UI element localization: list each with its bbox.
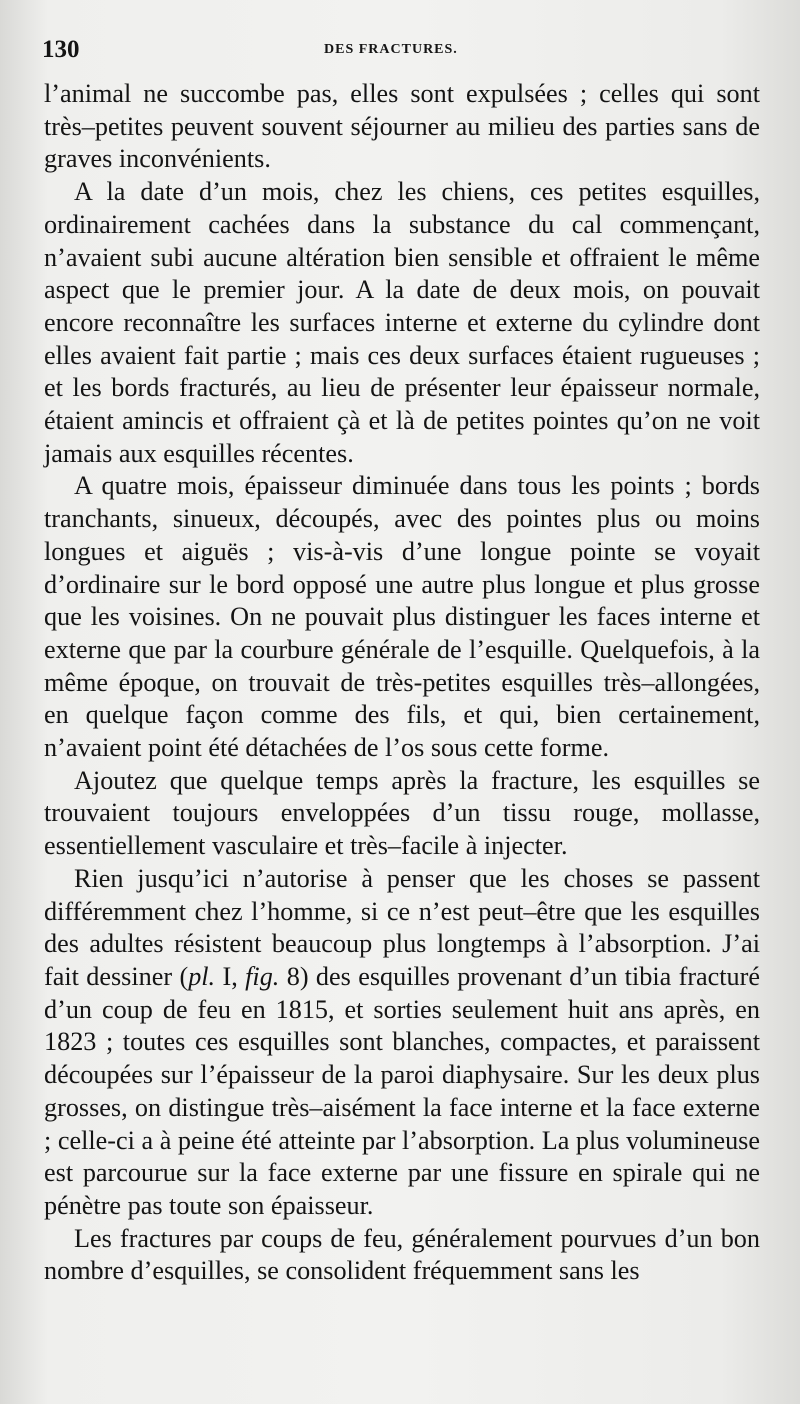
paragraph-text: 8) des esquilles provenant d’un tibia fracturé d’un coup de feu en 1815, et sorties seulement huit ans après, en 1823 ; toutes ces esquilles sont blanches, compactes, et paraissent découpées sur l’épaisseur de la paroi diaphysaire. Sur les deux plus grosses, on distingue très–aisément la face interne et la face externe ; celle-ci a à peine été atteinte par l’absorption. La plus volumineuse est parcourue sur la face externe par une fissure en spirale qui ne pénètre pas toute son épaisseur. [44, 961, 760, 1220]
page-number: 130 [42, 36, 80, 63]
paragraph: Les fractures par coups de feu, généralement pourvues d’un bon nombre d’esquilles, se consolident fréquemment sans les [44, 1223, 760, 1286]
paragraph-with-plate-reference [44, 863, 760, 1223]
body-text [44, 78, 760, 1288]
paragraph-text: Rien jusqu’ici n’autorise à penser que les choses se passent différemment chez l’homme, si ce n’est peut–être que les esquilles des adultes résistent beaucoup plus longtemps à l’absorption. J’ai fait dessiner ( [44, 863, 760, 991]
paragraph: Ajoutez que quelque temps après la fracture, les esquilles se trouvaient toujours enveloppées d’un tissu rouge, mollasse, essentiellement vasculaire et très–facile à injecter. [44, 765, 760, 861]
running-title: DES FRACTURES. [324, 42, 458, 57]
plate-abbreviation: pl. [188, 961, 216, 991]
paragraph: A la date d’un mois, chez les chiens, ces petites esquilles, ordinairement cachées dans la substance du cal commençant, n’avaient subi aucune altération bien sensible et offraient le même aspect que le premier jour. A la date de deux mois, on pouvait encore reconnaître les surfaces interne et externe du cylindre dont elles avaient fait partie ; mais ces deux surfaces étaient rugueuses ; et les bords fracturés, au lieu de présenter leur épaisseur normale, étaient amincis et offraient çà et là de petites pointes qu’on ne voit jamais aux esquilles récentes. [44, 177, 760, 468]
paragraph-text: I, [215, 961, 246, 991]
figure-abbreviation: fig. [245, 961, 280, 991]
page-header [42, 36, 760, 66]
paragraph: l’animal ne succombe pas, elles sont expulsées ; celles qui sont très–petites peuvent souvent séjourner au milieu des parties sans de graves inconvénients. [44, 79, 760, 174]
paragraph: A quatre mois, épaisseur diminuée dans tous les points ; bords tranchants, sinueux, découpés, avec des pointes plus ou moins longues et aiguës ; vis-à-vis d’une longue pointe se voyait d’ordinaire sur le bord opposé une autre plus longue et plus grosse que les voisines. On ne pouvait plus distinguer les faces interne et externe que par la courbure générale de l’esquille. Quelquefois, à la même époque, on trouvait de très-petites esquilles très–allongées, en quelque façon comme des fils, et qui, bien certainement, n’avaient point été détachées de l’os sous cette forme. [44, 471, 760, 763]
